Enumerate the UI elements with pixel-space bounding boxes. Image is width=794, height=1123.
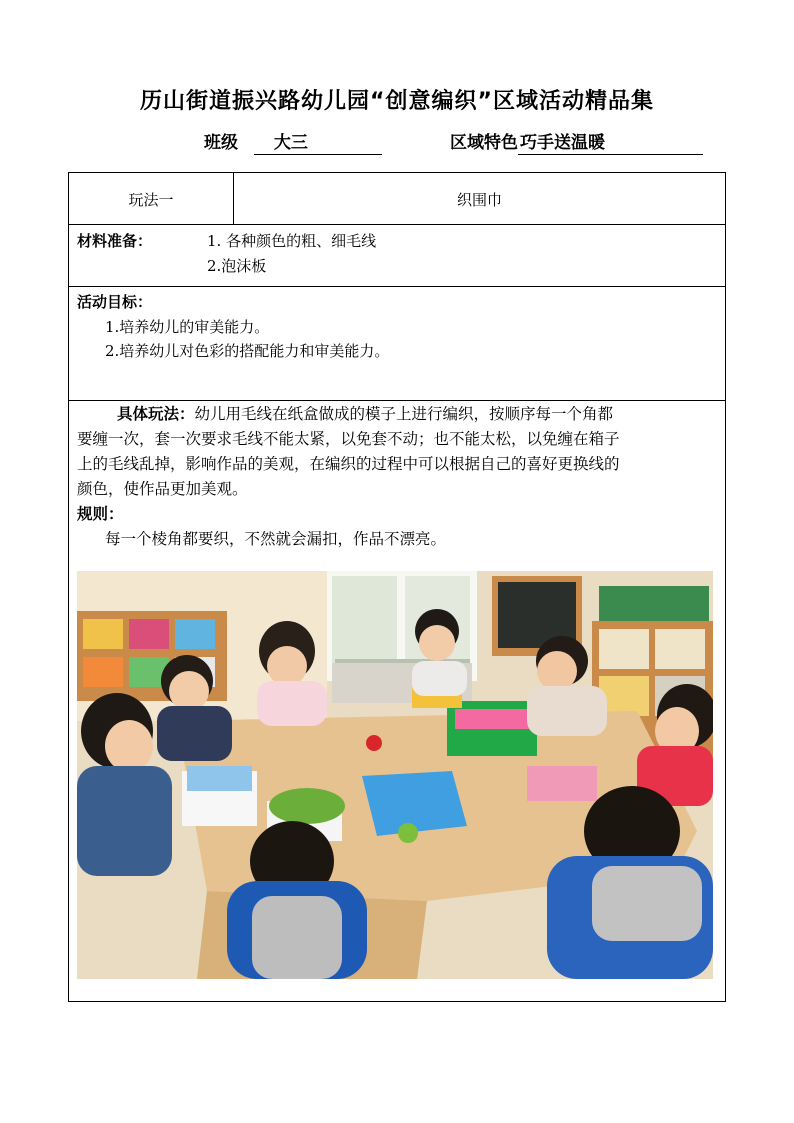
method-paragraph (77, 402, 722, 552)
play-label: 玩法一 (128, 191, 174, 209)
activity-table (68, 172, 726, 1002)
rules-text: 每一个棱角都要织，不然就会漏扣，作品不漂亮。 (105, 530, 447, 548)
materials-row (69, 225, 725, 287)
rules-label: 规则： (77, 505, 124, 523)
page-title: 历山街道振兴路幼儿园“创意编织”区域活动精品集 (140, 89, 654, 114)
method-line: 上的毛线乱掉，影响作品的美观，在编织的过程中可以根据自己的喜好更换线的 (77, 455, 620, 473)
goals-label: 活动目标： (77, 293, 153, 311)
goals-row (69, 287, 725, 401)
class-value: 大三 (254, 128, 382, 155)
materials-label: 材料准备： (77, 232, 153, 250)
goal-item: 1.培养幼儿的审美能力。 (105, 318, 270, 336)
play-row (69, 173, 725, 225)
class-field (204, 128, 382, 155)
feature-value: 巧手送温暖 (518, 128, 703, 155)
feature-label: 区域特色 (450, 133, 518, 153)
feature-field (450, 128, 703, 155)
goal-item: 2.培养幼儿对色彩的搭配能力和审美能力。 (105, 342, 390, 360)
method-line: 幼儿用毛线在纸盒做成的模子上进行编织，按顺序每一个角都 (194, 405, 614, 423)
method-line: 颜色，使作品更加美观。 (77, 480, 248, 498)
class-label: 班级 (204, 133, 238, 153)
play-name: 织围巾 (456, 191, 502, 209)
material-item: 2.泡沫板 (207, 257, 267, 275)
classroom-weaving-photo-icon (77, 571, 713, 979)
method-line: 要缠一次，套一次要求毛线不能太紧，以免套不动；也不能太松，以免缠在箱子 (77, 430, 620, 448)
material-item: 1. 各种颜色的粗、细毛线 (207, 232, 377, 250)
method-label: 具体玩法： (117, 405, 195, 423)
